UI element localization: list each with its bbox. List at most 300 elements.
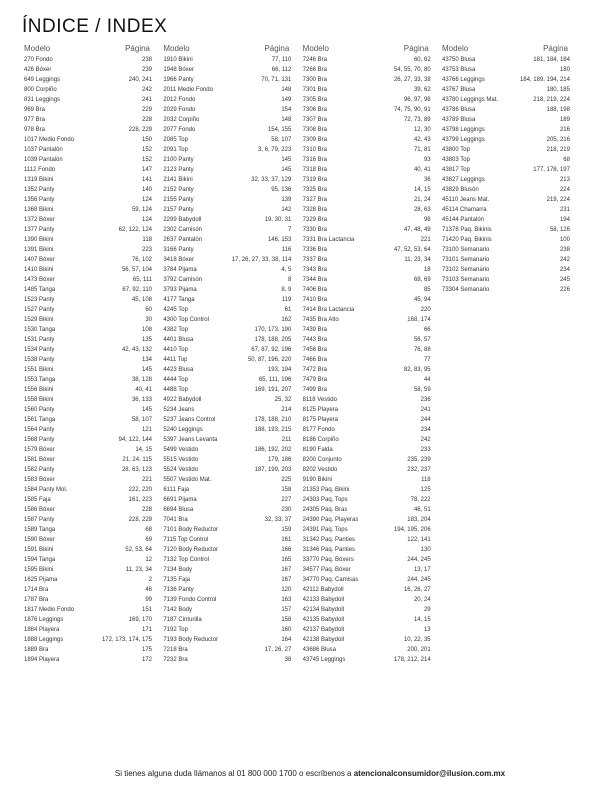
model-name: 3166 Panty <box>163 247 194 253</box>
model-name: 1534 Panty <box>24 347 55 353</box>
page-heading: Página <box>264 44 290 53</box>
model-heading: Modelo <box>24 44 51 53</box>
page-numbers: 218, 219, 224 <box>533 97 570 103</box>
index-entry <box>442 235 570 245</box>
page-numbers: 36 <box>423 177 431 183</box>
model-name: 4177 Tanga <box>163 297 195 303</box>
index-entry <box>24 245 152 255</box>
model-name: 7142 Body <box>163 607 193 613</box>
index-entry <box>24 655 152 665</box>
index-entry <box>163 535 291 545</box>
page-numbers: 68, 69 <box>413 277 431 283</box>
page-numbers: 213 <box>559 177 570 183</box>
index-entry <box>303 585 431 595</box>
index-entry <box>24 555 152 565</box>
model-name: 4382 Top <box>163 327 188 333</box>
page-numbers: 240, 241 <box>128 77 152 83</box>
index-entry <box>303 525 431 535</box>
model-name: 43800 Top <box>441 147 470 153</box>
model-name: 1368 Bikini <box>24 207 54 213</box>
column-header <box>163 44 291 55</box>
model-name: 7414 Bra Lactancia <box>302 307 355 313</box>
index-entry <box>24 495 152 505</box>
index-entry <box>24 445 152 455</box>
page-numbers: 242 <box>559 257 570 263</box>
page-numbers: 220 <box>420 307 431 313</box>
model-name: 8125 Playera <box>302 407 339 413</box>
model-name: 4423 Blusa <box>163 367 194 373</box>
page-numbers: 150 <box>141 137 152 143</box>
index-entry <box>303 235 431 245</box>
index-entry <box>442 135 570 145</box>
page-numbers: 13 <box>423 627 431 633</box>
index-entry <box>303 375 431 385</box>
index-entry <box>24 425 152 435</box>
page-numbers: 159 <box>281 527 292 533</box>
page-numbers: 47, 48, 49 <box>403 227 431 233</box>
page-numbers: 180 <box>559 67 570 73</box>
model-name: 1787 Bra <box>24 597 49 603</box>
page-numbers: 77 <box>423 357 431 363</box>
page-numbers: 108 <box>141 327 152 333</box>
index-entry <box>442 175 570 185</box>
index-entry <box>303 295 431 305</box>
model-name: 45144 Pantalón <box>441 217 485 223</box>
page-title: ÍNDICE / INDEX <box>22 16 168 37</box>
page-numbers: 139 <box>281 197 292 203</box>
model-name: 7343 Bra <box>302 267 328 273</box>
model-name: 43750 Blusa <box>441 57 476 63</box>
page-numbers: 241 <box>420 407 431 413</box>
index-entry <box>24 565 152 575</box>
index-entry <box>303 205 431 215</box>
page-numbers: 179, 186 <box>267 457 292 463</box>
page-numbers: 165 <box>281 557 292 563</box>
index-entry <box>163 205 291 215</box>
page-numbers: 175 <box>141 647 152 653</box>
page-numbers: 66 <box>423 327 431 333</box>
model-name: 73103 Semanario <box>441 277 490 283</box>
model-name: 7327 Bra <box>302 197 328 203</box>
model-name: 31346 Paq. Panties <box>302 547 356 553</box>
model-name: 2637 Pantalón <box>163 237 203 243</box>
index-entry <box>24 525 152 535</box>
model-name: 7266 Bra <box>302 67 328 73</box>
model-name: 42135 Babydoll <box>302 617 345 623</box>
model-name: 7410 Bra <box>302 297 328 303</box>
index-entry <box>163 525 291 535</box>
model-name: 2012 Fondo <box>163 97 196 103</box>
page-numbers: 224 <box>559 187 570 193</box>
model-name: 24303 Paq. Tops <box>302 497 348 503</box>
page-numbers: 242 <box>420 437 431 443</box>
index-entry <box>163 245 291 255</box>
model-name: 4300 Top Control <box>163 317 209 323</box>
page-numbers: 152 <box>141 147 152 153</box>
page-numbers: 38 <box>284 657 292 663</box>
page-numbers: 47, 52, 53, 64 <box>393 247 431 253</box>
index-entry <box>163 595 291 605</box>
index-entry <box>303 165 431 175</box>
model-name: 7319 Bra <box>302 177 328 183</box>
model-name: 34577 Paq. Bóxer <box>302 567 351 573</box>
index-entry <box>24 325 152 335</box>
index-entry <box>303 135 431 145</box>
index-entry <box>24 395 152 405</box>
model-name: 6691 Pijama <box>163 497 197 503</box>
index-entry <box>303 275 431 285</box>
model-name: 42137 Babydoll <box>302 627 345 633</box>
index-entry <box>163 265 291 275</box>
index-entry <box>163 65 291 75</box>
page-numbers: 172, 173, 174, 175 <box>101 637 152 643</box>
model-name: 2123 Panty <box>163 167 194 173</box>
page-numbers: 142 <box>281 207 292 213</box>
index-entry <box>163 285 291 295</box>
page-numbers: 17, 26, 27 <box>264 647 292 653</box>
index-entry <box>163 465 291 475</box>
page-numbers: 12 <box>145 557 152 563</box>
page-numbers: 180, 185 <box>546 87 570 93</box>
page-numbers: 228, 229 <box>128 517 152 523</box>
page-numbers: 11, 23, 34 <box>404 257 431 263</box>
page-numbers: 3, 6, 79, 223 <box>257 147 292 153</box>
index-entry <box>442 285 570 295</box>
model-name: 7301 Bra <box>302 87 328 93</box>
page-numbers: 78, 222 <box>410 497 431 503</box>
model-name: 6111 Faja <box>163 487 190 493</box>
page-numbers: 169, 170 <box>128 617 152 623</box>
model-name: 43767 Blusa <box>441 87 476 93</box>
page-numbers: 69 <box>145 537 152 543</box>
model-name: 5515 Vestido <box>163 457 199 463</box>
index-entry <box>163 325 291 335</box>
index-entry <box>442 85 570 95</box>
index-entry <box>303 95 431 105</box>
model-name: 1589 Tanga <box>24 527 56 533</box>
index-columns <box>24 44 570 665</box>
page-numbers: 77, 110 <box>271 57 292 63</box>
index-entry <box>442 105 570 115</box>
index-entry <box>24 345 152 355</box>
page-numbers: 62, 122, 124 <box>118 227 152 233</box>
model-name: 7132 Top Control <box>163 557 209 563</box>
index-entry <box>163 95 291 105</box>
page-numbers: 32, 33, 37, 129 <box>251 177 292 183</box>
index-entry <box>442 145 570 155</box>
index-entry <box>163 445 291 455</box>
page-numbers: 40, 41 <box>135 387 152 393</box>
model-name: 1390 Bikini <box>24 237 54 243</box>
page-numbers: 58, 107 <box>271 137 292 143</box>
model-name: 43799 Leggings <box>441 137 485 143</box>
index-entry <box>24 535 152 545</box>
model-name: 7466 Bra <box>302 357 328 363</box>
page-numbers: 242 <box>141 87 152 93</box>
page-numbers: 42, 43, 132 <box>121 347 152 353</box>
index-entry <box>303 85 431 95</box>
index-entry <box>24 185 152 195</box>
model-name: 977 Bra <box>24 117 46 123</box>
index-entry <box>163 335 291 345</box>
page-numbers: 30 <box>145 317 152 323</box>
column-header <box>24 44 152 55</box>
page-numbers: 124 <box>141 217 152 223</box>
page-numbers: 178, 212, 214 <box>393 657 431 663</box>
index-entry <box>303 265 431 275</box>
model-name: 7187 Cinturilla <box>163 617 202 623</box>
page-numbers: 229 <box>141 107 152 113</box>
index-entry <box>303 365 431 375</box>
index-entry <box>163 435 291 445</box>
page-numbers: 98 <box>423 217 431 223</box>
page-numbers: 8, 9 <box>281 287 292 293</box>
model-name: 7232 Bra <box>163 657 188 663</box>
page-numbers: 162 <box>281 317 292 323</box>
page-numbers: 205, 216 <box>546 137 570 143</box>
index-entry <box>303 425 431 435</box>
page-numbers: 233 <box>420 447 431 453</box>
page-numbers: 148 <box>281 117 292 123</box>
model-name: 1594 Tanga <box>24 557 56 563</box>
page-numbers: 118 <box>142 237 152 243</box>
index-column-1 <box>24 44 152 665</box>
index-entry <box>163 105 291 115</box>
model-name: 7306 Bra <box>302 107 328 113</box>
contact-email-link[interactable]: atencionalconsumidor@ilusion.com.mx <box>353 769 506 778</box>
model-name: 42133 Babydoll <box>302 597 345 603</box>
page-numbers: 146, 153 <box>267 237 292 243</box>
model-name: 73100 Semanario <box>441 247 490 253</box>
page-numbers: 56, 57, 104 <box>121 267 152 273</box>
page-numbers: 223 <box>141 247 152 253</box>
index-entry <box>163 515 291 525</box>
index-entry <box>163 165 291 175</box>
page-numbers: 200, 201 <box>407 647 431 653</box>
index-entry <box>24 545 152 555</box>
model-name: 7456 Bra <box>302 347 328 353</box>
page-numbers: 50, 87, 196, 220 <box>247 357 292 363</box>
model-name: 3418 Bóxer <box>163 257 195 263</box>
model-name: 4411 Top <box>163 357 188 363</box>
index-entry <box>442 95 570 105</box>
model-name: 45110 Jeans Mat. <box>441 197 490 203</box>
index-entry <box>163 495 291 505</box>
index-entry <box>303 55 431 65</box>
index-entry <box>303 175 431 185</box>
page-numbers: 76, 88 <box>413 347 431 353</box>
index-entry <box>303 245 431 255</box>
model-name: 7307 Bra <box>302 117 328 123</box>
model-name: 7329 Bra <box>302 217 328 223</box>
model-name: 2085 Top <box>163 137 188 143</box>
model-name: 1553 Tanga <box>24 377 56 383</box>
index-entry <box>303 305 431 315</box>
model-name: 8118 Vestido <box>302 397 337 403</box>
index-entry <box>442 115 570 125</box>
index-entry <box>163 175 291 185</box>
model-name: 1377 Panty <box>24 227 55 233</box>
model-name: 7310 Bra <box>302 147 328 153</box>
model-name: 1538 Panty <box>24 357 55 363</box>
page-numbers: 154, 155 <box>267 127 292 133</box>
page-numbers: 171 <box>141 627 152 633</box>
model-name: 4488 Top <box>163 387 188 393</box>
page-numbers: 46, 51 <box>413 507 431 513</box>
index-entry <box>303 185 431 195</box>
index-entry <box>442 275 570 285</box>
page-numbers: 67, 92, 110 <box>122 287 152 293</box>
page-numbers: 65, 111, 196 <box>258 377 292 383</box>
page-numbers: 71, 81 <box>413 147 431 153</box>
index-entry <box>163 315 291 325</box>
page-numbers: 124 <box>141 197 152 203</box>
index-entry <box>303 465 431 475</box>
index-entry <box>303 555 431 565</box>
index-entry <box>303 535 431 545</box>
index-entry <box>163 415 291 425</box>
model-name: 1585 Faja <box>24 497 51 503</box>
page-numbers: 164 <box>281 637 292 643</box>
page-numbers: 145 <box>281 157 292 163</box>
model-name: 1568 Panty <box>24 437 55 443</box>
model-name: 1625 Pijama <box>24 577 58 583</box>
page-numbers: 244, 245 <box>407 577 431 583</box>
index-entry <box>442 55 570 65</box>
page-numbers: 130 <box>420 547 431 553</box>
page-numbers: 228 <box>141 507 152 513</box>
page-numbers: 60 <box>145 307 152 313</box>
page-numbers: 214 <box>281 407 292 413</box>
model-name: 4444 Top <box>163 377 188 383</box>
page-numbers: 145 <box>141 407 152 413</box>
model-name: 4401 Blusa <box>163 337 194 343</box>
page-numbers: 54, 55, 70, 80 <box>393 67 431 73</box>
index-entry <box>442 185 570 195</box>
page-numbers: 170, 173, 190 <box>254 327 292 333</box>
index-entry <box>24 475 152 485</box>
index-entry <box>163 195 291 205</box>
model-name: 7308 Bra <box>302 127 328 133</box>
page-numbers: 52, 53, 64 <box>125 547 152 553</box>
page-numbers: 28, 63, 123 <box>121 467 152 473</box>
model-name: 8175 Playera <box>302 417 339 423</box>
index-entry <box>24 215 152 225</box>
model-name: 2011 Medio Fondo <box>163 87 213 93</box>
index-entry <box>303 75 431 85</box>
model-name: 1017 Medio Fondo <box>24 137 75 143</box>
model-name: 7101 Body Reductor <box>163 527 219 533</box>
model-name: 2157 Panty <box>163 207 194 213</box>
page-numbers: 238 <box>141 57 152 63</box>
index-entry <box>163 575 291 585</box>
page-numbers: 160 <box>281 627 292 633</box>
index-entry <box>163 355 291 365</box>
index-entry <box>24 595 152 605</box>
index-entry <box>303 145 431 155</box>
model-name: 1410 Bikini <box>24 267 54 273</box>
page-numbers: 72, 73, 89 <box>403 117 431 123</box>
model-name: 7041 Bra <box>163 517 188 523</box>
model-name: 2077 Fondo <box>163 127 196 133</box>
page-numbers: 61 <box>284 307 292 313</box>
model-name: 2299 Babydoll <box>163 217 202 223</box>
index-column-4 <box>442 44 570 665</box>
page-numbers: 45, 108 <box>131 297 152 303</box>
page-numbers: 221 <box>141 477 152 483</box>
index-entry <box>24 455 152 465</box>
model-name: 7218 Bra <box>163 647 188 653</box>
page-numbers: 21, 24, 115 <box>122 457 152 463</box>
model-name: 1551 Bikini <box>24 367 54 373</box>
index-entry <box>24 435 152 445</box>
index-entry <box>24 635 152 645</box>
page-numbers: 36, 133 <box>131 397 152 403</box>
page-numbers: 161, 223 <box>128 497 152 503</box>
model-heading: Modelo <box>302 44 329 53</box>
model-name: 1884 Playera <box>24 627 60 633</box>
page-heading: Página <box>125 44 150 53</box>
page-numbers: 230 <box>281 507 292 513</box>
model-name: 7115 Top Control <box>163 537 209 543</box>
model-name: 2029 Fondo <box>163 107 196 113</box>
page-numbers: 14, 15 <box>413 617 431 623</box>
model-name: 6694 Blusa <box>163 507 194 513</box>
index-entry <box>303 405 431 415</box>
model-name: 1817 Medio Fondo <box>24 607 75 613</box>
model-name: 7246 Bra <box>302 57 328 63</box>
index-entry <box>24 275 152 285</box>
index-entry <box>24 615 152 625</box>
model-name: 7443 Bra <box>302 337 328 343</box>
page-numbers: 172 <box>141 657 152 663</box>
page-numbers: 167 <box>281 567 292 573</box>
page-numbers: 44 <box>423 377 431 383</box>
model-name: 43827 Leggings <box>441 177 485 183</box>
model-name: 270 Fondo <box>24 57 53 63</box>
page-numbers: 166 <box>281 547 292 553</box>
index-entry <box>303 445 431 455</box>
page-numbers: 158 <box>281 487 292 493</box>
index-entry <box>163 505 291 515</box>
index-entry <box>303 285 431 295</box>
page-numbers: 82, 83, 95 <box>403 367 431 373</box>
model-name: 1579 Bóxer <box>24 447 55 453</box>
model-name: 7309 Bra <box>302 137 328 143</box>
index-entry <box>24 375 152 385</box>
model-name: 73304 Semanario <box>441 287 490 293</box>
model-name: 1948 Bóxer <box>163 67 195 73</box>
model-name: 1556 Bikini <box>24 387 54 393</box>
model-name: 2302 Camisón <box>163 227 203 233</box>
page-numbers: 116 <box>281 247 292 253</box>
index-entry <box>163 635 291 645</box>
model-name: 43798 Leggings <box>441 127 485 133</box>
model-name: 7336 Bra <box>302 247 328 253</box>
model-name: 1112 Fondo <box>24 167 56 173</box>
model-name: 8186 Corpiño <box>302 437 339 443</box>
model-name: 1372 Bóxer <box>24 217 55 223</box>
index-column-2 <box>163 44 291 665</box>
model-name: 1889 Bra <box>24 647 49 653</box>
page-numbers: 120 <box>281 587 292 593</box>
page-numbers: 169, 191, 207 <box>254 387 292 393</box>
model-name: 24305 Paq. Bras <box>302 507 348 513</box>
model-name: 800 Corpiño <box>24 87 57 93</box>
index-entry <box>163 585 291 595</box>
index-entry <box>24 145 152 155</box>
contact-footer <box>0 769 600 778</box>
